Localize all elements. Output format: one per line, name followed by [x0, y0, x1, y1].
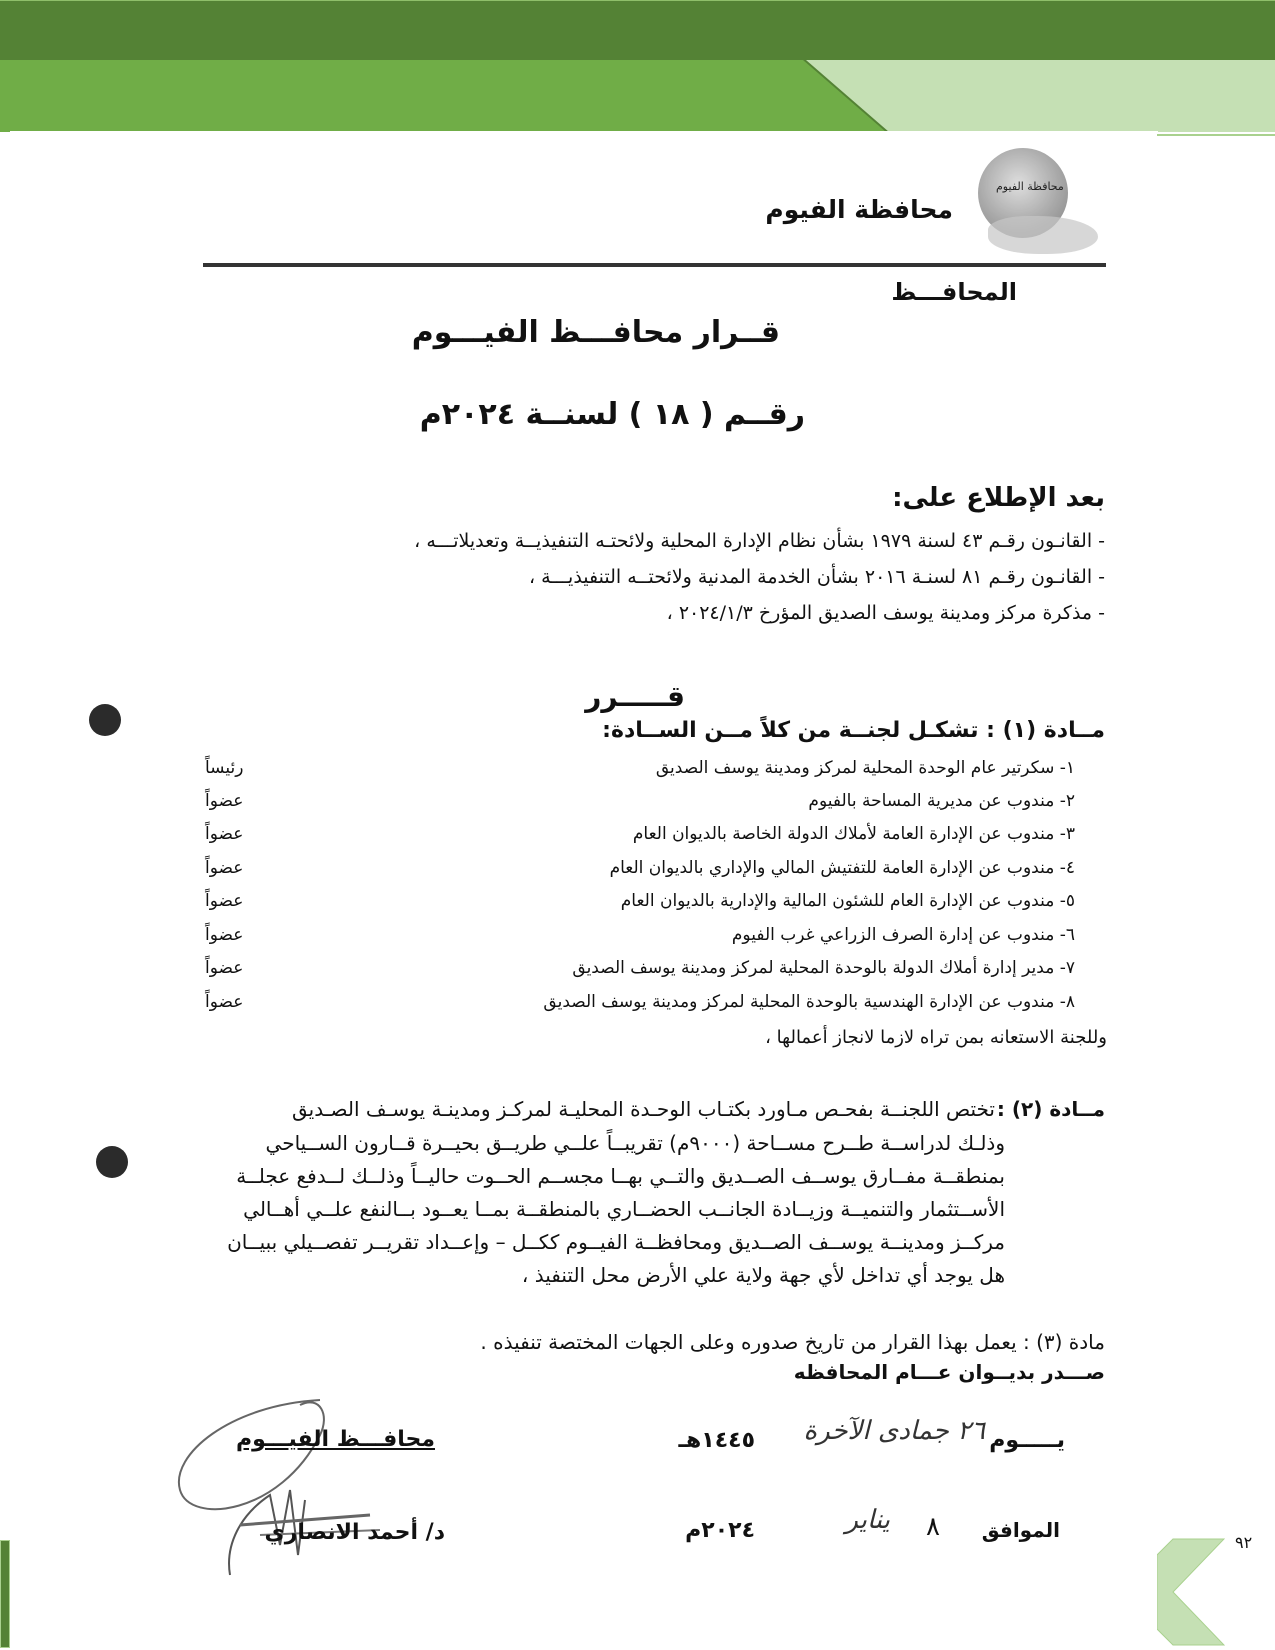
committee-member: ٢- مندوب عن مديرية المساحة بالفيوم: [808, 791, 1075, 811]
page-number: ٩٢: [1235, 1533, 1253, 1552]
article-2-line: بمنطقــة مفــارق يوســف الصــديق والتــي بهــا مجســم الحــوت حاليــاً وذلــك لــدفع عجلــة: [236, 1164, 1005, 1188]
gregorian-label: الموافق: [981, 1518, 1060, 1542]
hijri-date-handwritten: ٢٦ جمادى الآخرة: [803, 1416, 985, 1446]
reference-item: - مذكرة مركز ومدينة يوسف الصديق المؤرخ ٢٠٢٤/١/٣ ،: [666, 602, 1105, 624]
governorate-name: محافظة الفيوم: [765, 195, 953, 224]
gregorian-day: ٨: [926, 1512, 940, 1542]
punch-hole-icon: [89, 704, 121, 736]
article-1-footer: وللجنة الاستعانه بمن تراه لازما لانجاز أعمالها ،: [765, 1027, 1107, 1048]
issued-at: صـــدر بديــوان عـــام المحافظه: [793, 1360, 1105, 1384]
decision-number: رقــم ( ١٨ ) لسنــة ٢٠٢٤م: [419, 397, 805, 432]
article-3-text: مادة (٣) : يعمل بهذا القرار من تاريخ صدوره وعلى الجهات المختصة تنفيذه .: [480, 1330, 1105, 1354]
gregorian-year: ٢٠٢٤م: [685, 1518, 755, 1543]
article-2-line: تختص اللجنــة بفحـص مـاورد بكتـاب الوحـدة المحليـة لمركـز ومدينـة يوسـف الصـديق: [291, 1097, 995, 1121]
committee-member: ٦- مندوب عن إدارة الصرف الزراعي غرب الفيوم: [731, 925, 1075, 945]
member-role: عضواً: [205, 891, 244, 911]
reference-item: - القانـون رقـم ٤٣ لسنة ١٩٧٩ بشأن نظام الإدارة المحلية ولائحتـه التنفيذيــة وتعديلاتـــه ،: [414, 530, 1105, 552]
letterhead-rule: [203, 263, 1106, 267]
emblem-caption: محافظة الفيوم: [996, 180, 1064, 193]
committee-member: ٤- مندوب عن الإدارة العامة للتفتيش المالي والإداري بالديوان العام: [609, 858, 1075, 878]
member-role: عضواً: [205, 992, 244, 1012]
office-label: المحافـــظ: [891, 278, 1017, 306]
member-role: رئيساً: [205, 758, 244, 778]
article-2-line: مركــز ومدينــة يوســف الصــديق ومحافظــة الفيــوم ككــل – وإعــداد تقريــر تفصــيلي ببيــان: [227, 1230, 1005, 1254]
signature-scribble-icon: [170, 1395, 410, 1595]
committee-member: ٣- مندوب عن الإدارة العامة لأملاك الدولة الخاصة بالديوان العام: [632, 824, 1075, 844]
article-2-line: الأســتثمار والتنميــة وزيــادة الجانــب الحضــاري بالمنطقــة بمــا يعــود بــالنفع علــي أهــالي: [243, 1197, 1005, 1221]
hijri-year: ١٤٤٥هـ: [678, 1428, 755, 1453]
member-role: عضواً: [205, 958, 244, 978]
footer-chevron-icon: [1157, 1537, 1225, 1646]
member-role: عضواً: [205, 824, 244, 844]
article-2-line: هل يوجد أي تداخل لأي جهة ولاية علي الأرض محل التنفيذ ،: [521, 1263, 1005, 1287]
reference-item: - القانـون رقـم ٨١ لسنـة ٢٠١٦ بشأن الخدمة المدنية ولائحتــه التنفيذيـــة ،: [528, 566, 1105, 588]
member-role: عضواً: [205, 858, 244, 878]
signatory-title: محافـــظ الفيـــوم: [235, 1427, 435, 1452]
committee-member: ٧- مدير إدارة أملاك الدولة بالوحدة المحلية لمركز ومدينة يوسف الصديق: [572, 958, 1075, 978]
committee-member: ٨- مندوب عن الإدارة الهندسية بالوحدة المحلية لمركز ومدينة يوسف الصديق: [543, 992, 1075, 1012]
signatory-name: د/ أحمد الانصاري: [264, 1520, 445, 1545]
day-label: يـــــوم: [989, 1428, 1065, 1453]
decided-heading: قـــــرر: [585, 680, 685, 713]
preamble-heading: بعد الإطلاع على:: [892, 483, 1105, 513]
gregorian-month-handwritten: يناير: [845, 1505, 890, 1535]
article-2-line: وذلـك لدراســة طــرح مســاحة (٩٠٠٠م) تقريبــاً علــي طريــق بحيــرة قــارون الســياحي: [265, 1131, 1005, 1155]
decision-title: قــرار محافـــظ الفيـــوم: [411, 315, 780, 350]
article-2-label: مــادة (٢) :: [996, 1097, 1105, 1121]
committee-member: ١- سكرتير عام الوحدة المحلية لمركز ومدينة يوسف الصديق: [655, 758, 1075, 778]
committee-member: ٥- مندوب عن الإدارة العام للشئون المالية والإدارية بالديوان العام: [620, 891, 1075, 911]
article-1-heading: مــادة (١) : تشكـل لجنــة من كلاً مــن الســادة:: [602, 718, 1105, 743]
member-role: عضواً: [205, 925, 244, 945]
member-role: عضواً: [205, 791, 244, 811]
fayoum-emblem-icon: [978, 148, 1068, 238]
footer-left-bar: [0, 1540, 10, 1648]
punch-hole-icon: [96, 1146, 128, 1178]
